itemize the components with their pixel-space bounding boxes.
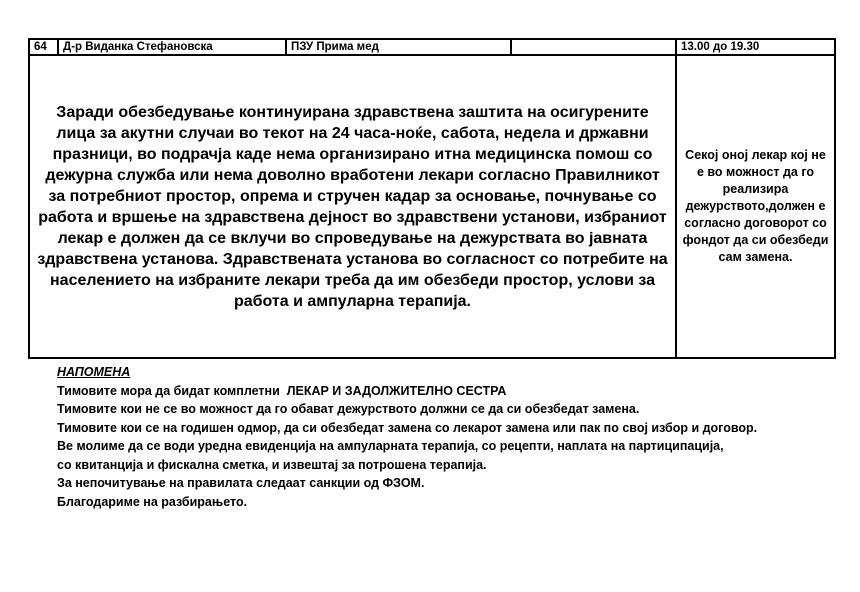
note-line-teams-complete: Тимовите мора да бидат комплетни ЛЕКАР И ЗАДОЛЖИТЕЛНО СЕСТРА [57,383,507,398]
note-section [57,363,842,511]
roster-hours-cell: 13.00 до 19.30 [676,39,835,55]
replacement-note-text: Секој оној лекар кој не е во можност да го реализира дежурството,должен е согласно договорот со фондот да си обезбеди сам замена. [676,55,835,358]
roster-header-row [29,39,835,55]
roster-clinic-cell: ПЗУ Прима мед [286,39,511,55]
duty-roster-table [28,38,836,359]
duty-notice-text: Заради обезбедување континуирана здравствена заштита на осигурените лица за акутни случаи во текот на 24 часа-ноќе, сабота, недела и државни празници, во подрачја каде нема организирано итна медицинска помош со дежурна служба или нема доволно вработени лекари согласно Правилникот за потребниот простор, опрема и стручен кадар за основање, почнување со работа и вршење на здравствена дејност во здравствени установи, избраниот лекар е должен да се вклучи во спроведување на дежурствата во јавната здравствена установа. Здравствената установа во согласност со потребите на населението на избраните лекари треба да им обезбеди простор, услови за работа и ампуларна терапија. [29,55,676,358]
note-line-replacement-required: Тимовите кои не се во можност да го обават дежурството должни се да си обезбедат замена. [57,402,640,416]
roster-blank-cell [511,39,676,55]
note-heading: НАПОМЕНА [57,365,131,379]
roster-number-cell: 64 [29,39,58,55]
note-line-vacation-replacement: Тимовите кои се на годишен одмор, да си обезбедат замена со лекарот замена или пак по свој избор и договор. [57,420,758,435]
note-line-sanctions: За непочитување на правилата следаат санкции од ФЗОМ. [57,476,425,490]
roster-body-row [29,55,835,358]
roster-doctor-cell: Д-р Виданка Стефановска [58,39,286,55]
note-line-records-request-cont: со квитанција и фискална сметка, и извештај за потрошена терапија. [57,457,487,472]
note-line-records-request: Ве молиме да се води уредна евиденција на ампуларната терапија, со рецепти, наплата на партиципација, [57,439,724,453]
note-line-thanks: Благодариме на разбирањето. [57,494,248,509]
